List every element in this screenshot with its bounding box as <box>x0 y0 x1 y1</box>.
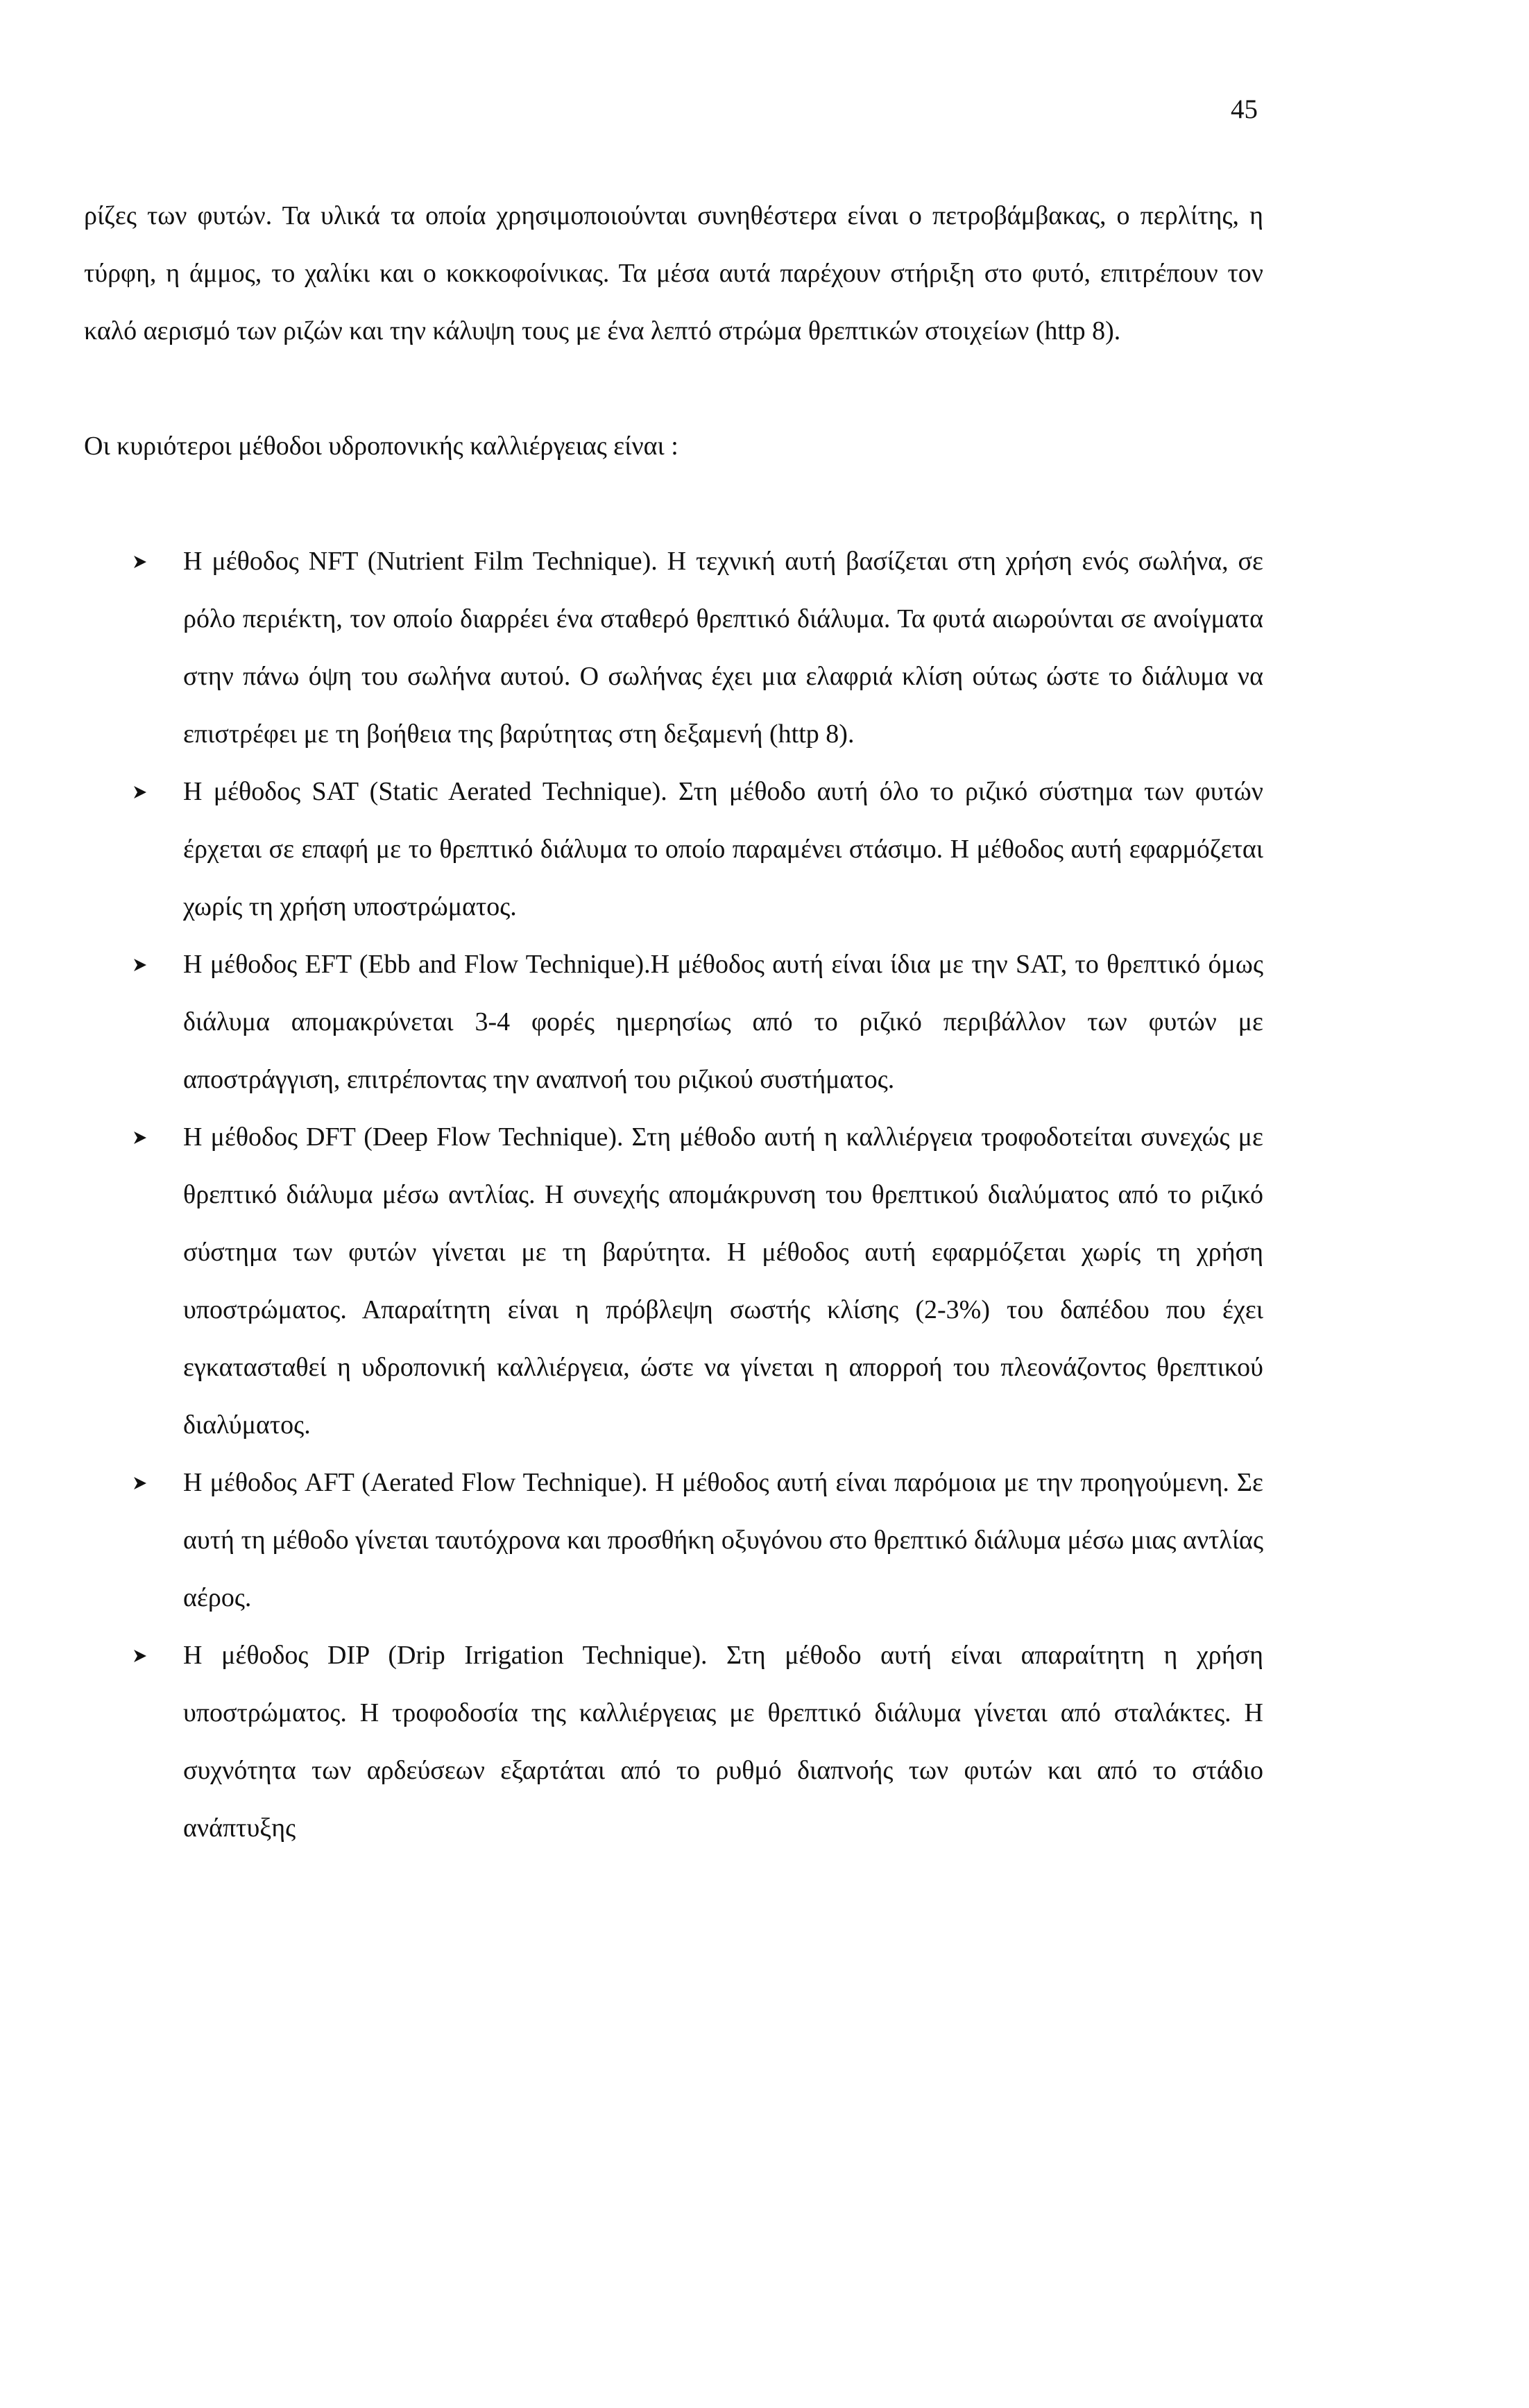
methods-list <box>84 533 1263 1857</box>
list-item <box>84 1109 1263 1454</box>
methods-intro: Οι κυριότεροι μέθοδοι υδροπονικής καλλιέργειας είναι : <box>84 432 678 461</box>
arrow-bullet-icon <box>133 1454 153 1512</box>
list-item <box>84 1454 1263 1627</box>
method-sat-text: Η μέθοδος SAT (Static Aerated Technique). Στη μέθοδο αυτή όλο το ριζικό σύστημα των φυτών έρχεται σε επαφή με το θρεπτικό διάλυμα το οποίο παραμένει στάσιμο. Η μέθοδος αυτή εφαρμόζεται χωρίς τη χρήση υποστρώματος. <box>183 777 1263 921</box>
page-number: 45 <box>1231 94 1258 124</box>
method-dft-text: Η μέθοδος DFT (Deep Flow Technique). Στη μέθοδο αυτή η καλλιέργεια τροφοδοτείται συνεχώς με θρεπτικό διάλυμα μέσω αντλίας. Η συνεχής απομάκρυνση του θρεπτικού διαλύματος από το ριζικό σύστημα των φυτών γίνεται με τη βαρύτητα. Η μέθοδος αυτή εφαρμόζεται χωρίς τη χρήση υποστρώματος. Απαραίτητη είναι η πρόβλεψη σωστής κλίσης (2-3%) του δαπέδου που έχει εγκατασταθεί η υδροπονική καλλιέργεια, ώστε να γίνεται η απορροή του πλεονάζοντος θρεπτικού διαλύματος. <box>183 1122 1263 1440</box>
method-dip-text: Η μέθοδος DIP (Drip Irrigation Technique). Στη μέθοδο αυτή είναι απαραίτητη η χρήση υποστρώματος. Η τροφοδοσία της καλλιέργειας με θρεπτικό διάλυμα γίνεται από σταλάκτες. Η συχνότητα των αρδεύσεων εξαρτάται από το ρυθμό διαπνοής των φυτών και από το στάδιο ανάπτυξης <box>183 1641 1263 1843</box>
arrow-bullet-icon <box>133 763 153 821</box>
arrow-bullet-icon <box>133 1109 153 1166</box>
list-item <box>84 763 1263 936</box>
paragraph-spacer <box>84 360 1263 418</box>
intro-paragraph: ρίζες των φυτών. Τα υλικά τα οποία χρησιμοποιούνται συνηθέστερα είναι ο πετροβάμβακας, ο περλίτης, η τύρφη, η άμμος, το χαλίκι και ο κοκκοφοίνικας. Τα μέσα αυτά παρέχουν στήριξη στο φυτό, επιτρέπουν τον καλό αερισμό των ριζών και την κάλυψη τους με ένα λεπτό στρώμα θρεπτικών στοιχείων (http 8). <box>84 201 1263 345</box>
arrow-bullet-icon <box>133 533 153 590</box>
method-nft-text: Η μέθοδος NFT (Nutrient Film Technique). Η τεχνική αυτή βασίζεται στη χρήση ενός σωλήνα, σε ρόλο περιέκτη, τον οποίο διαρρέει ένα σταθερό θρεπτικό διάλυμα. Τα φυτά αιωρούνται σε ανοίγματα στην πάνω όψη του σωλήνα αυτού. Ο σωλήνας έχει μια ελαφριά κλίση ούτως ώστε το διάλυμα να επιστρέφει με τη βοήθεια της βαρύτητας στη δεξαμενή (http 8). <box>183 547 1263 749</box>
arrow-bullet-icon <box>133 936 153 993</box>
paragraph-spacer <box>84 475 1263 533</box>
method-aft-text: Η μέθοδος AFT (Aerated Flow Technique). Η μέθοδος αυτή είναι παρόμοια με την προηγούμενη. Σε αυτή τη μέθοδο γίνεται ταυτόχρονα και προσθήκη οξυγόνου στο θρεπτικό διάλυμα μέσω μιας αντλίας αέρος. <box>183 1468 1263 1612</box>
arrow-bullet-icon <box>133 1627 153 1684</box>
list-item <box>84 533 1263 763</box>
list-item <box>84 1627 1263 1857</box>
method-eft-text: Η μέθοδος EFT (Ebb and Flow Technique).Η μέθοδος αυτή είναι ίδια με την SAT, το θρεπτικό όμως διάλυμα απομακρύνεται 3-4 φορές ημερησίως από το ριζικό περιβάλλον των φυτών με αποστράγγιση, επιτρέποντας την αναπνοή του ριζικού συστήματος. <box>183 950 1263 1094</box>
list-item <box>84 936 1263 1109</box>
document-body <box>84 187 1263 1857</box>
